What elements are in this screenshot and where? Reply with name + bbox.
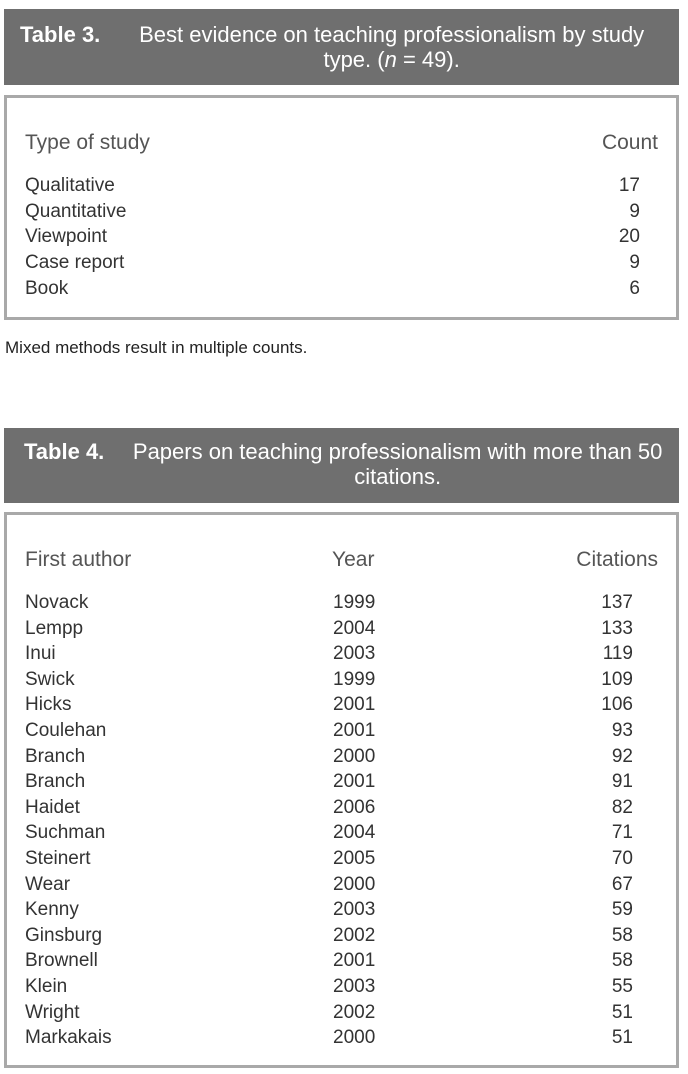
citations-cell: 133 <box>601 617 633 639</box>
first-author-cell: Branch <box>25 745 86 767</box>
table3-footnote: Mixed methods result in multiple counts. <box>5 338 308 357</box>
table4-caption-bar <box>4 428 679 503</box>
study-type-cell: Quantitative <box>25 200 127 222</box>
table3-caption: Best evidence on teaching professionalism by study type. (n = 49). <box>139 22 645 72</box>
year-cell: 2002 <box>333 924 376 946</box>
first-author-cell: Coulehan <box>25 720 107 741</box>
citations-cell: 82 <box>611 796 633 818</box>
study-type-cell: Case report <box>25 252 125 274</box>
citations-cell: 58 <box>611 924 633 946</box>
count-cell: 9 <box>629 200 640 222</box>
citations-cell: 51 <box>611 1001 633 1023</box>
study-type-cell: Viewpoint <box>25 226 108 248</box>
study-type-cell: Book <box>25 277 69 299</box>
citations-cell: 67 <box>611 873 633 895</box>
year-cell: 2001 <box>333 720 376 741</box>
year-cell: 2001 <box>333 950 376 972</box>
year-cell: 1999 <box>333 592 376 613</box>
citations-cell: 55 <box>611 976 633 997</box>
citations-cell: 91 <box>611 771 633 793</box>
year-cell: 2001 <box>333 771 376 793</box>
year-cell: 2003 <box>333 899 376 921</box>
count-cell: 6 <box>629 277 640 299</box>
year-cell: 1999 <box>333 668 376 690</box>
count-cell: 20 <box>618 226 640 248</box>
table3-body <box>4 95 679 320</box>
year-cell: 2005 <box>333 848 376 869</box>
first-author-cell: Markakais <box>25 1027 112 1049</box>
citations-cell: 59 <box>611 899 633 921</box>
column-header-type: Type of study <box>25 131 150 154</box>
citations-cell: 93 <box>611 720 633 741</box>
year-cell: 2006 <box>333 796 376 818</box>
first-author-cell: Hicks <box>25 694 72 716</box>
table4-caption: Papers on teaching professionalism with more than 50 citations. <box>132 439 663 489</box>
first-author-cell: Haidet <box>25 796 80 818</box>
citations-cell: 51 <box>611 1027 633 1049</box>
count-cell: 17 <box>618 175 640 196</box>
column-header-count: Count <box>601 131 658 154</box>
citations-cell: 71 <box>611 822 633 844</box>
year-cell: 2000 <box>333 1027 376 1049</box>
citations-cell: 92 <box>611 745 633 767</box>
first-author-cell: Steinert <box>25 848 91 869</box>
citations-cell: 58 <box>611 950 633 972</box>
year-cell: 2002 <box>333 1001 376 1023</box>
citations-cell: 70 <box>611 848 633 869</box>
citations-cell: 119 <box>602 643 633 665</box>
first-author-cell: Ginsburg <box>25 924 103 946</box>
first-author-cell: Wear <box>25 873 71 895</box>
first-author-cell: Suchman <box>25 822 106 844</box>
citations-cell: 109 <box>601 668 633 690</box>
citations-cell: 137 <box>601 592 633 613</box>
table4-body <box>4 512 679 1068</box>
first-author-cell: Lempp <box>25 617 84 639</box>
table4-number: Table 4. <box>24 439 105 464</box>
year-cell: 2003 <box>333 976 376 997</box>
table3-caption-bar <box>4 9 679 85</box>
column-header-year: Year <box>332 548 375 571</box>
first-author-cell: Novack <box>25 592 89 613</box>
year-cell: 2000 <box>333 873 376 895</box>
year-cell: 2001 <box>333 694 376 716</box>
study-type-cell: Qualitative <box>25 175 115 196</box>
year-cell: 2003 <box>333 643 376 665</box>
first-author-cell: Swick <box>25 668 75 690</box>
first-author-cell: Brownell <box>25 950 98 972</box>
first-author-cell: Branch <box>25 771 86 793</box>
year-cell: 2000 <box>333 745 376 767</box>
year-cell: 2004 <box>333 822 376 844</box>
first-author-cell: Klein <box>25 976 68 997</box>
column-header-first-author: First author <box>25 548 132 571</box>
first-author-cell: Inui <box>25 643 56 665</box>
count-cell: 9 <box>629 252 640 274</box>
column-header-citations: Citations <box>576 548 658 571</box>
citations-cell: 106 <box>601 694 633 716</box>
year-cell: 2004 <box>333 617 376 639</box>
first-author-cell: Kenny <box>25 899 79 921</box>
first-author-cell: Wright <box>25 1001 80 1023</box>
table3-number: Table 3. <box>20 22 101 47</box>
